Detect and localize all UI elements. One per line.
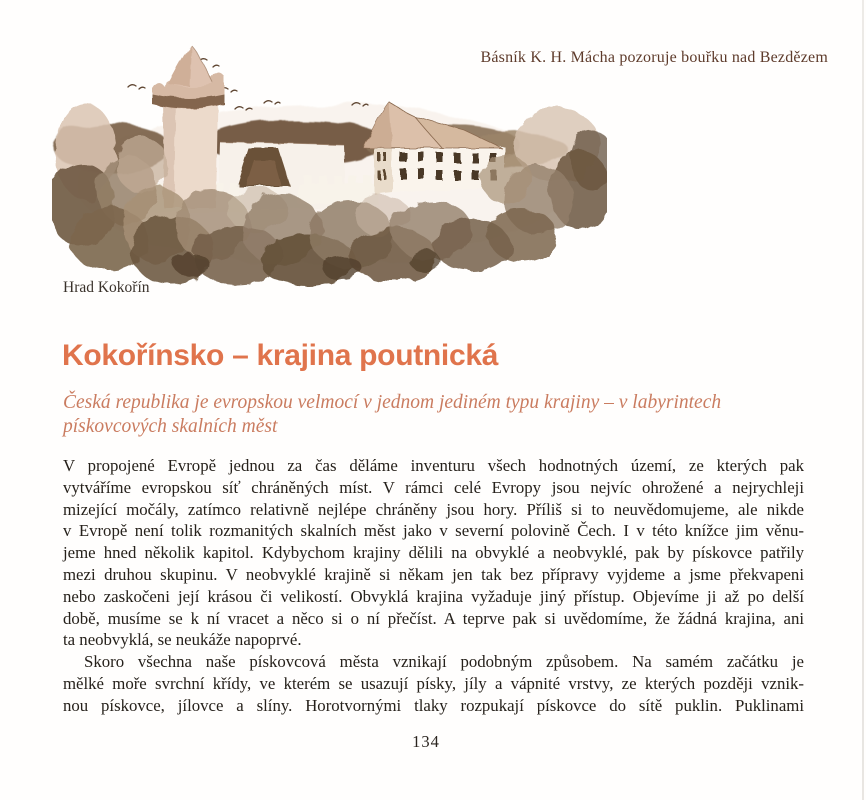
scanned-page-edge bbox=[862, 0, 864, 800]
running-caption: Básník K. H. Mácha pozoruje bouřku nad Bezdězem bbox=[480, 49, 828, 66]
subtitle bbox=[63, 391, 803, 438]
body-line: nou pískovce, jílovce a slíny. Horotvornými tlaky rozpukají pískovce do sítě puklin. Puklinami bbox=[63, 695, 804, 715]
body-line: v Evropě není tolik rozmanitých skalních měst jako v severní polovině Čech. I v této knížce jim věnu- bbox=[63, 521, 804, 541]
body-line: době, musíme se k ní vracet a něco si o ní přečíst. A teprve pak si uvědomíme, že žádná krajina, ani bbox=[63, 608, 804, 628]
body-line: ta neobvyklá, se neukáže napoprvé. bbox=[63, 630, 302, 650]
body-line: nebo zaskočeni její krásou či velikostí. Obvyklá krajina vyžaduje jiný přístup. Objevíme ji až po delší bbox=[63, 586, 804, 606]
body-line: jeme hned několik kapitol. Kdybychom krajiny dělili na obvyklé a neobvyklé, pak by pískovce patřily bbox=[63, 543, 804, 563]
body-line: V propojené Evropě jednou za čas děláme inventuru všech hodnotných území, ze kterých pak bbox=[63, 456, 804, 475]
body-text bbox=[63, 455, 804, 717]
body-line: vytváříme evropskou síť chráněných míst. V rámci celé Evropy jsou nejvíc ohrožené a nejrychleji bbox=[63, 477, 804, 497]
page-number: 134 bbox=[412, 732, 440, 751]
subtitle-line: pískovcových skalních měst bbox=[63, 415, 278, 437]
page-title: Kokořínsko – krajina poutnická bbox=[62, 339, 499, 372]
body-line: mezi druhou skupinu. V neobvyklé krajině si někam jen tak bez přípravy vyjdeme a jsme překvapeni bbox=[63, 564, 804, 584]
body-line: mělké moře svrchní křídy, ve kterém se usazují písky, jíly a vápnité vrstvy, ze kterých později vznik- bbox=[63, 673, 804, 693]
body-line: Skoro všechna naše pískovcová města vznikají podobným způsobem. Na samém začátku je bbox=[84, 652, 804, 672]
body-line: mizející močály, zatímco relativně nejlépe chráněny jsou hory. Příliš si to neuvědomujeme, ale nikde bbox=[63, 499, 804, 519]
illustration-caption: Hrad Kokořín bbox=[63, 279, 150, 296]
castle-illustration bbox=[52, 40, 607, 288]
subtitle-line: Česká republika je evropskou velmocí v jednom jediném typu krajiny – v labyrintech bbox=[63, 392, 722, 413]
